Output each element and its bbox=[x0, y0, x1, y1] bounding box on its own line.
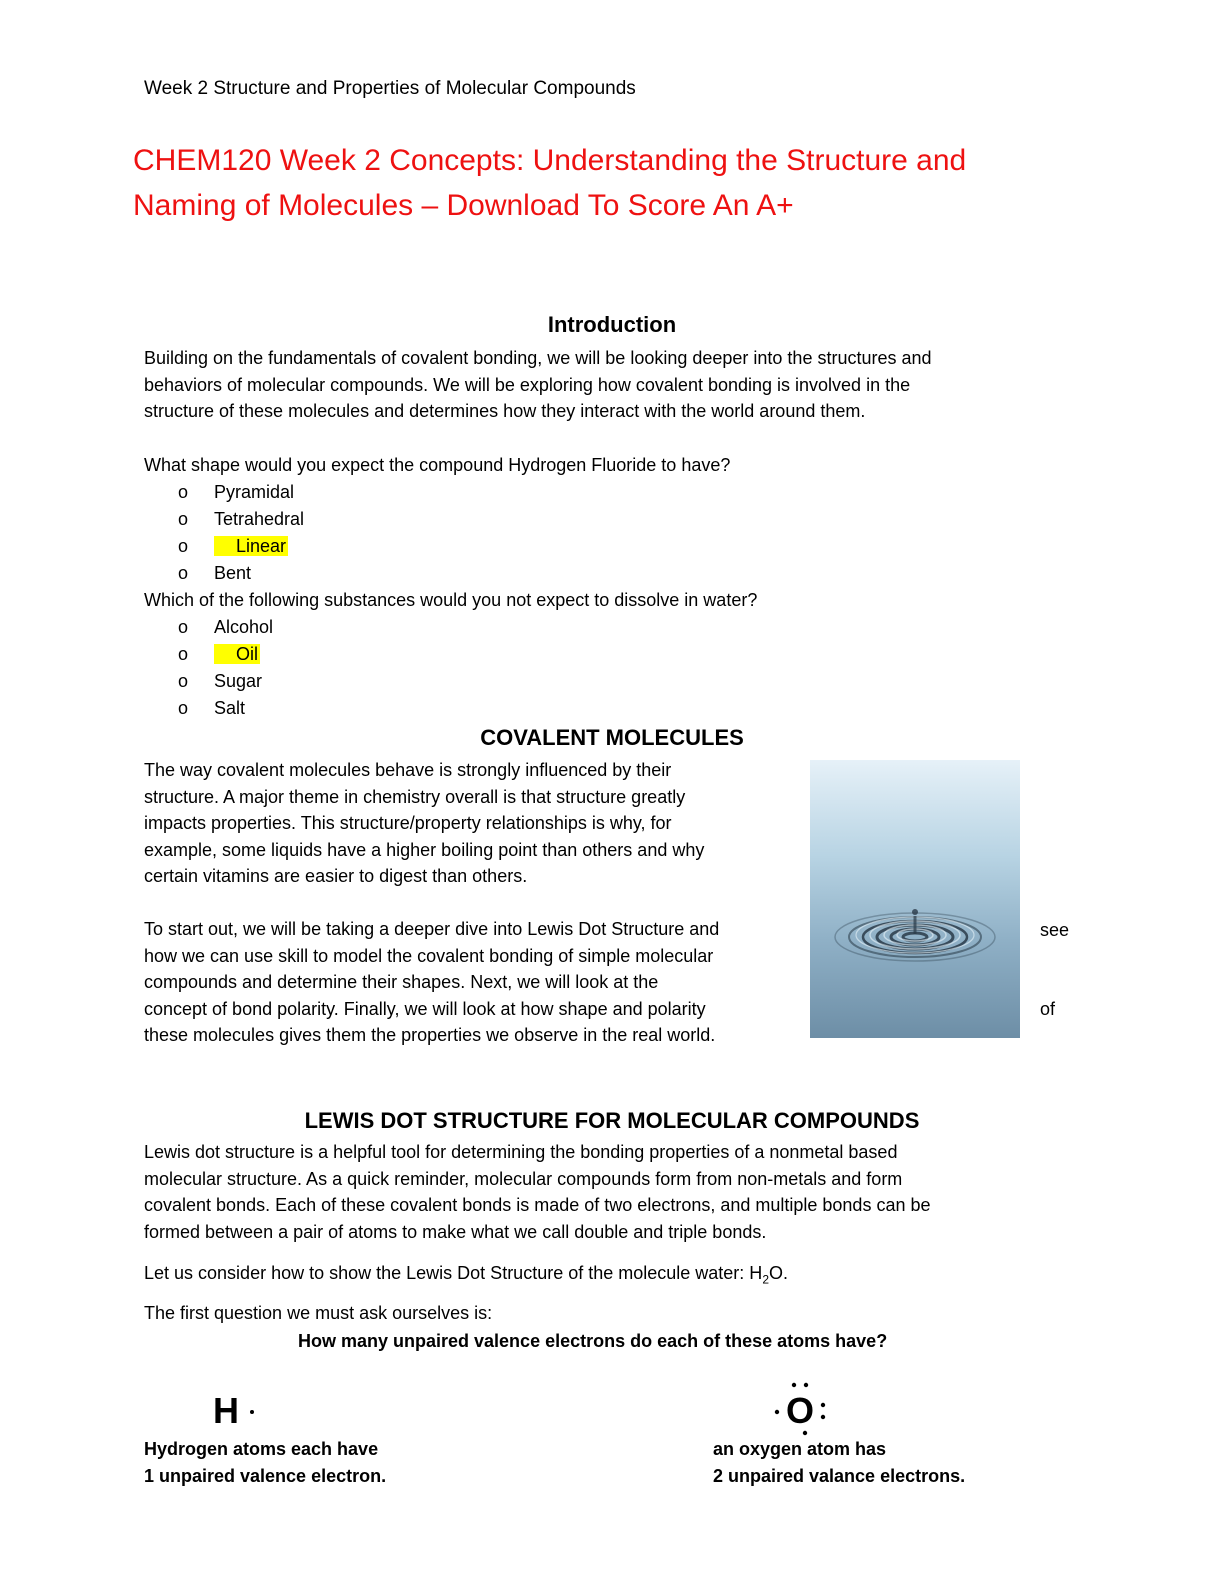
bullet-icon: o bbox=[178, 671, 189, 691]
water-consideration bbox=[144, 1260, 788, 1293]
option-pyramidal: Pyramidal bbox=[214, 482, 295, 502]
hydrogen-caption-line: Hydrogen atoms each have bbox=[144, 1439, 379, 1459]
lewis-heading: LEWIS DOT STRUCTURE FOR MOLECULAR COMPOUNDS bbox=[304, 1108, 920, 1133]
covalent-line: compounds and determine their shapes. Next, we will look at the bbox=[144, 972, 659, 992]
page-header: Week 2 Structure and Properties of Molecular Compounds bbox=[144, 78, 636, 99]
bullet-icon: o bbox=[178, 617, 189, 637]
intro-heading: Introduction bbox=[547, 312, 677, 337]
intro-line: behaviors of molecular compounds. We will be exploring how covalent bonding is involved in the bbox=[144, 374, 911, 395]
bullet-icon: o bbox=[178, 644, 189, 664]
bullet-icon: o bbox=[178, 536, 189, 556]
consider-prefix: Let us consider how to show the Lewis Dot Structure of the molecule water: H bbox=[144, 1263, 763, 1283]
lewis-paragraph bbox=[144, 1139, 931, 1245]
covalent-line: To start out, we will be taking a deeper dive into Lewis Dot Structure and bbox=[144, 919, 720, 939]
overflow-word-see: see bbox=[1040, 920, 1070, 940]
title-line-1: CHEM120 Week 2 Concepts: Understanding the Structure and bbox=[133, 144, 967, 177]
option-tetrahedral: Tetrahedral bbox=[214, 509, 305, 529]
bullet-icon: o bbox=[178, 563, 189, 583]
option-linear-highlighted bbox=[214, 533, 288, 559]
lewis-line: covalent bonds. Each of these covalent bonds is made of two electrons, and multiple bonds can be bbox=[144, 1195, 931, 1215]
highlight-linear: Linear bbox=[214, 536, 288, 556]
question2-prompt: Which of the following substances would you not expect to dissolve in water? bbox=[144, 590, 758, 610]
bold-question: How many unpaired valence electrons do each of these atoms have? bbox=[298, 1331, 888, 1351]
option-sugar: Sugar bbox=[214, 671, 263, 691]
hydrogen-electron-dot bbox=[250, 1410, 254, 1414]
bullet-icon: o bbox=[178, 509, 189, 529]
subscript-2: 2 bbox=[762, 1272, 769, 1287]
water-ripple-image bbox=[810, 760, 1020, 1038]
overflow-word-of: of bbox=[1040, 999, 1056, 1019]
covalent-line: these molecules gives them the properties we observe in the real world. bbox=[144, 1025, 716, 1045]
first-question-text: The first question we must ask ourselves is: bbox=[144, 1303, 493, 1323]
intro-line: Building on the fundamentals of covalent bonding, we will be looking deeper into the structures and bbox=[144, 348, 932, 368]
option-bent: Bent bbox=[214, 563, 252, 583]
option-alcohol: Alcohol bbox=[214, 617, 274, 637]
oxygen-caption-line: 2 unpaired valance electrons. bbox=[713, 1465, 966, 1486]
oxygen-caption bbox=[713, 1436, 965, 1489]
document-title bbox=[133, 138, 966, 228]
ripple-icon bbox=[810, 760, 1020, 1038]
intro-paragraph bbox=[144, 345, 932, 425]
covalent-line: certain vitamins are easier to digest than others. bbox=[144, 866, 528, 886]
oxygen-caption-line: an oxygen atom has bbox=[713, 1439, 887, 1459]
oxygen-symbol: O bbox=[786, 1390, 815, 1431]
covalent-line: how we can use skill to model the covalent bonding of simple molecular bbox=[144, 945, 714, 966]
question1-prompt: What shape would you expect the compound Hydrogen Fluoride to have? bbox=[144, 455, 731, 475]
consider-suffix: O. bbox=[769, 1263, 789, 1283]
hydrogen-symbol: H bbox=[213, 1390, 239, 1431]
covalent-paragraph-1 bbox=[144, 757, 704, 890]
option-salt: Salt bbox=[214, 698, 246, 718]
intro-line: structure of these molecules and determines how they interact with the world around them. bbox=[144, 401, 866, 421]
lewis-line: formed between a pair of atoms to make what we call double and triple bonds. bbox=[144, 1221, 767, 1242]
covalent-line: impacts properties. This structure/property relationships is why, for bbox=[144, 813, 672, 833]
covalent-line: example, some liquids have a higher boiling point than others and why bbox=[144, 839, 705, 860]
option-oil-highlighted bbox=[214, 641, 260, 667]
bullet-icon: o bbox=[178, 698, 189, 718]
bullet-icon: o bbox=[178, 482, 189, 502]
covalent-line: structure. A major theme in chemistry overall is that structure greatly bbox=[144, 786, 686, 807]
lewis-line: Lewis dot structure is a helpful tool for determining the bonding properties of a nonmetal based bbox=[144, 1142, 898, 1162]
highlight-oil: Oil bbox=[214, 644, 260, 664]
oxygen-electron-dots-icon bbox=[770, 1380, 830, 1440]
covalent-heading: COVALENT MOLECULES bbox=[480, 725, 744, 750]
hydrogen-caption-line: 1 unpaired valence electron. bbox=[144, 1465, 387, 1486]
covalent-line: concept of bond polarity. Finally, we will look at how shape and polarity bbox=[144, 998, 706, 1019]
hydrogen-caption bbox=[144, 1436, 386, 1489]
covalent-paragraph-2 bbox=[144, 916, 719, 1049]
lewis-line: molecular structure. As a quick reminder, molecular compounds form from non-metals and form bbox=[144, 1168, 903, 1189]
title-line-2: Naming of Molecules – Download To Score An A+ bbox=[133, 189, 794, 222]
covalent-line: The way covalent molecules behave is strongly influenced by their bbox=[144, 760, 672, 780]
